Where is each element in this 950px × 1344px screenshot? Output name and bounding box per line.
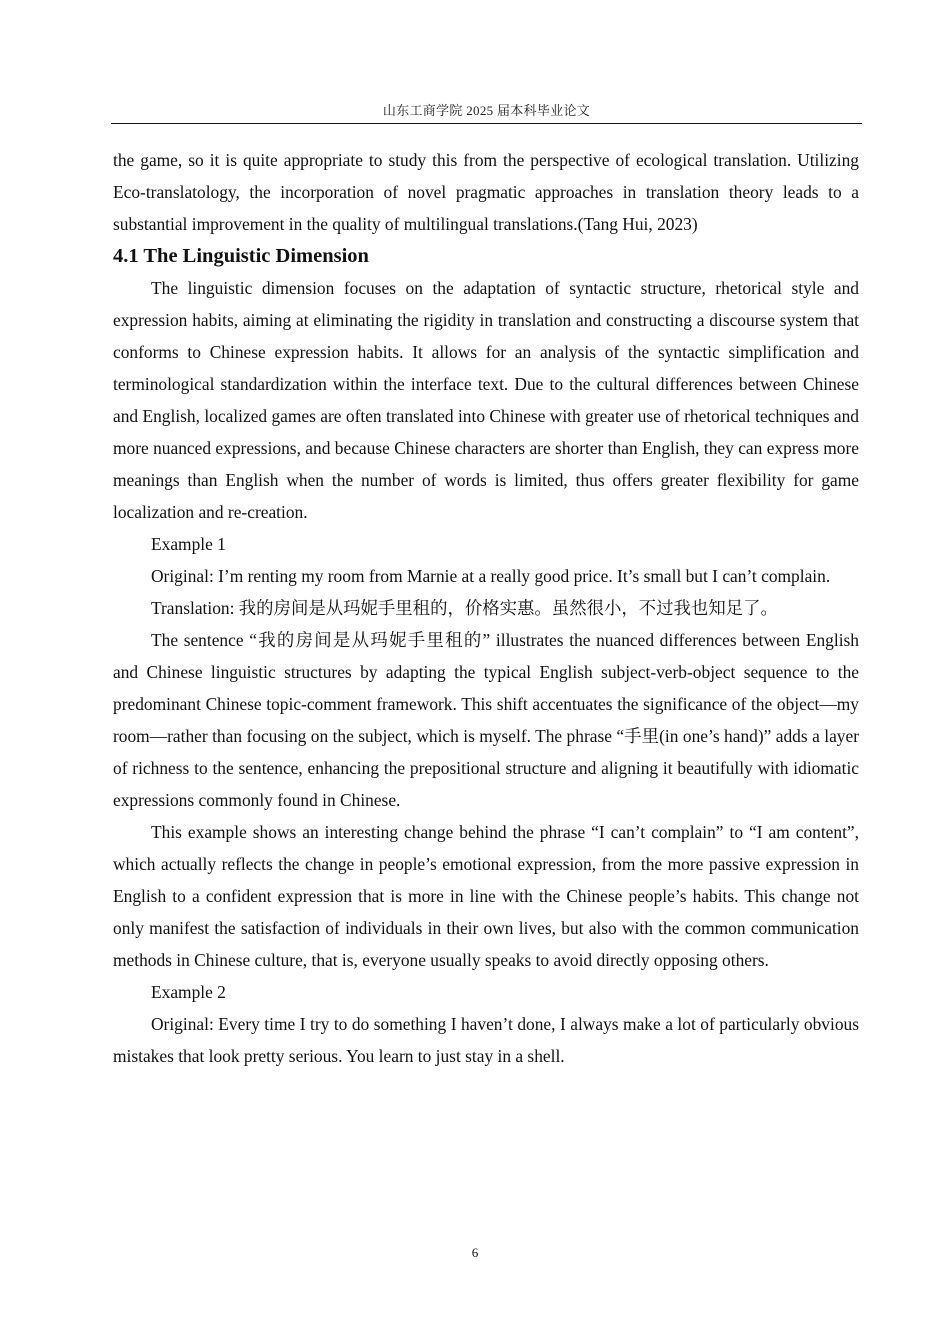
running-header: 山东工商学院 2025 届本科毕业论文 [111,100,862,124]
analysis-paragraph-2: This example shows an interesting change behind the phrase “I can’t complain” to “I am content”, which actually reflects the change in people’s emotional expression, from the more passive expression in English to a confident expression that is more in line with the Chinese people’s habits. This change not only manifest the satisfaction of individuals in their own lives, but also with the common communication methods in Chinese culture, that is, everyone usually speaks to avoid directly opposing others. [113,822,859,970]
page-number: 6 [471,1245,479,1260]
section-heading: 4.1 The Linguistic Dimension [113,245,369,267]
intro-paragraph: the game, so it is quite appropriate to study this from the perspective of ecological translation. Utilizing Eco-translatology, the incorporation of novel pragmatic approaches in translation theory leads to a substantial improvement in the quality of multilingual translations.(Tang Hui, 2023) [113,150,859,234]
example-1-translation: Translation: 我的房间是从玛妮手里租的，价格实惠。虽然很小，不过我也知足了。 [151,598,778,618]
example-2-original: Original: Every time I try to do something I haven’t done, I always make a lot of particularly obvious mistakes that look pretty serious. You learn to just stay in a shell. [113,1014,859,1066]
example-2-label: Example 2 [151,982,226,1002]
example-1-original: Original: I’m renting my room from Marnie at a really good price. It’s small but I can’t complain. [151,566,831,586]
linguistic-dimension-paragraph: The linguistic dimension focuses on the adaptation of syntactic structure, rhetorical style and expression habits, aiming at eliminating the rigidity in translation and constructing a discourse system that conforms to Chinese expression habits. It allows for an analysis of the syntactic simplification and terminological standardization within the interface text. Due to the cultural differences between Chinese and English, localized games are often translated into Chinese with greater use of rhetorical techniques and more nuanced expressions, and because Chinese characters are shorter than English, they can express more meanings than English when the number of words is limited, thus offers greater flexibility for game localization and re-creation. [113,278,859,522]
example-1-label: Example 1 [151,534,226,554]
page-body [113,144,859,1072]
analysis-paragraph-1: The sentence “我的房间是从玛妮手里租的” illustrates the nuanced differences between English and Chinese linguistic structures by adapting the typical English subject-verb-object sequence to the predominant Chinese topic-comment framework. This shift accentuates the significance of the object—my room—rather than focusing on the subject, which is myself. The phrase “手里(in one’s hand)” adds a layer of richness to the sentence, enhancing the prepositional structure and aligning it beautifully with idiomatic expressions commonly found in Chinese. [113,630,859,810]
